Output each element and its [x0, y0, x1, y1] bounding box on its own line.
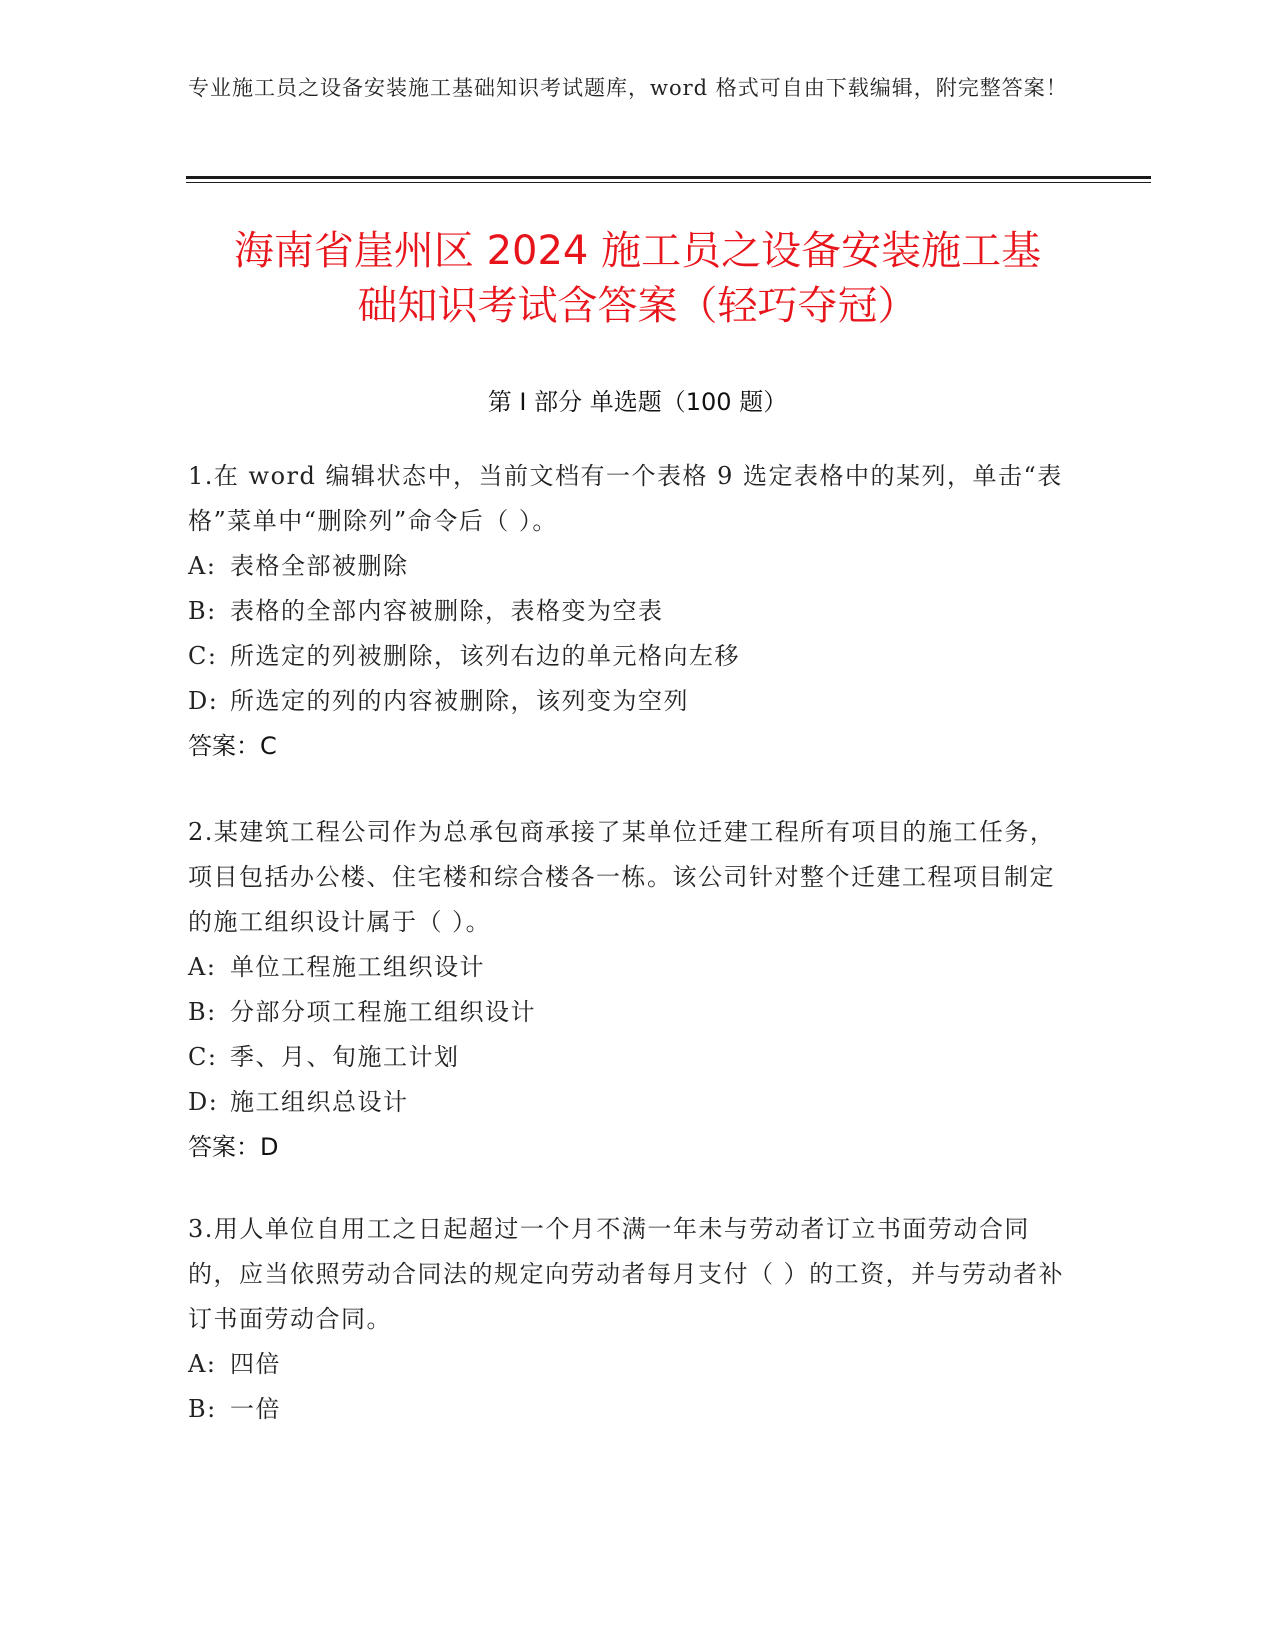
option-key: C: — [188, 1043, 218, 1071]
option-a — [188, 945, 1068, 990]
option-d — [188, 1080, 1068, 1125]
option-key: B: — [188, 597, 217, 625]
option-key: B: — [188, 1395, 217, 1423]
option-a — [188, 544, 1068, 589]
option-key: C: — [188, 642, 218, 670]
option-d — [188, 679, 1068, 724]
option-text: 所选定的列的内容被删除，该列变为空列 — [230, 687, 689, 715]
option-c — [188, 1035, 1068, 1080]
option-key: A: — [188, 552, 217, 580]
option-c — [188, 634, 1068, 679]
answer-line: 答案：D — [188, 1133, 279, 1161]
option-text: 季、月、旬施工计划 — [230, 1043, 460, 1071]
option-key: D: — [188, 687, 219, 715]
question-1 — [188, 454, 1068, 769]
question-stem: 3.用人单位自用工之日起超过一个月不满一年未与劳动者订立书面劳动合同的，应当依照劳动合同法的规定向劳动者每月支付（ ）的工资，并与劳动者补订书面劳动合同。 — [188, 1215, 1065, 1333]
answer-line: 答案：C — [188, 732, 277, 760]
question-stem: 2.某建筑工程公司作为总承包商承接了某单位迁建工程所有项目的施工任务，项目包括办公楼、住宅楼和综合楼各一栋。该公司针对整个迁建工程项目制定的施工组织设计属于（ ）。 — [188, 818, 1056, 936]
document-title-line-1: 海南省崖州区 2024 施工员之设备安装施工基 — [233, 228, 1042, 274]
option-text: 表格的全部内容被删除，表格变为空表 — [230, 597, 664, 625]
option-text: 所选定的列被删除，该列右边的单元格向左移 — [230, 642, 740, 670]
option-text: 四倍 — [230, 1350, 281, 1378]
question-stem: 1.在 word 编辑状态中，当前文档有一个表格 9 选定表格中的某列，单击“表格”菜单中“删除列”命令后（ ）。 — [188, 462, 1063, 535]
document-title — [150, 224, 1125, 334]
option-key: A: — [188, 1350, 217, 1378]
header-divider-thick — [186, 176, 1151, 179]
option-b — [188, 990, 1068, 1035]
option-b — [188, 589, 1068, 634]
option-text: 表格全部被删除 — [230, 552, 409, 580]
header-note: 专业施工员之设备安装施工基础知识考试题库，word 格式可自由下载编辑，附完整答案！ — [188, 76, 1068, 100]
option-a — [188, 1342, 1068, 1387]
option-text: 一倍 — [230, 1395, 281, 1423]
option-key: A: — [188, 953, 217, 981]
document-title-line-2: 础知识考试含答案（轻巧夺冠） — [357, 283, 918, 329]
option-key: D: — [188, 1088, 219, 1116]
option-b — [188, 1387, 1068, 1432]
option-key: B: — [188, 998, 217, 1026]
option-text: 施工组织总设计 — [230, 1088, 409, 1116]
option-text: 分部分项工程施工组织设计 — [230, 998, 536, 1026]
section-title: 第 I 部分 单选题（100 题） — [487, 388, 788, 416]
question-3 — [188, 1207, 1068, 1432]
option-text: 单位工程施工组织设计 — [230, 953, 485, 981]
question-2 — [188, 810, 1068, 1170]
header-divider-thin — [186, 182, 1151, 183]
